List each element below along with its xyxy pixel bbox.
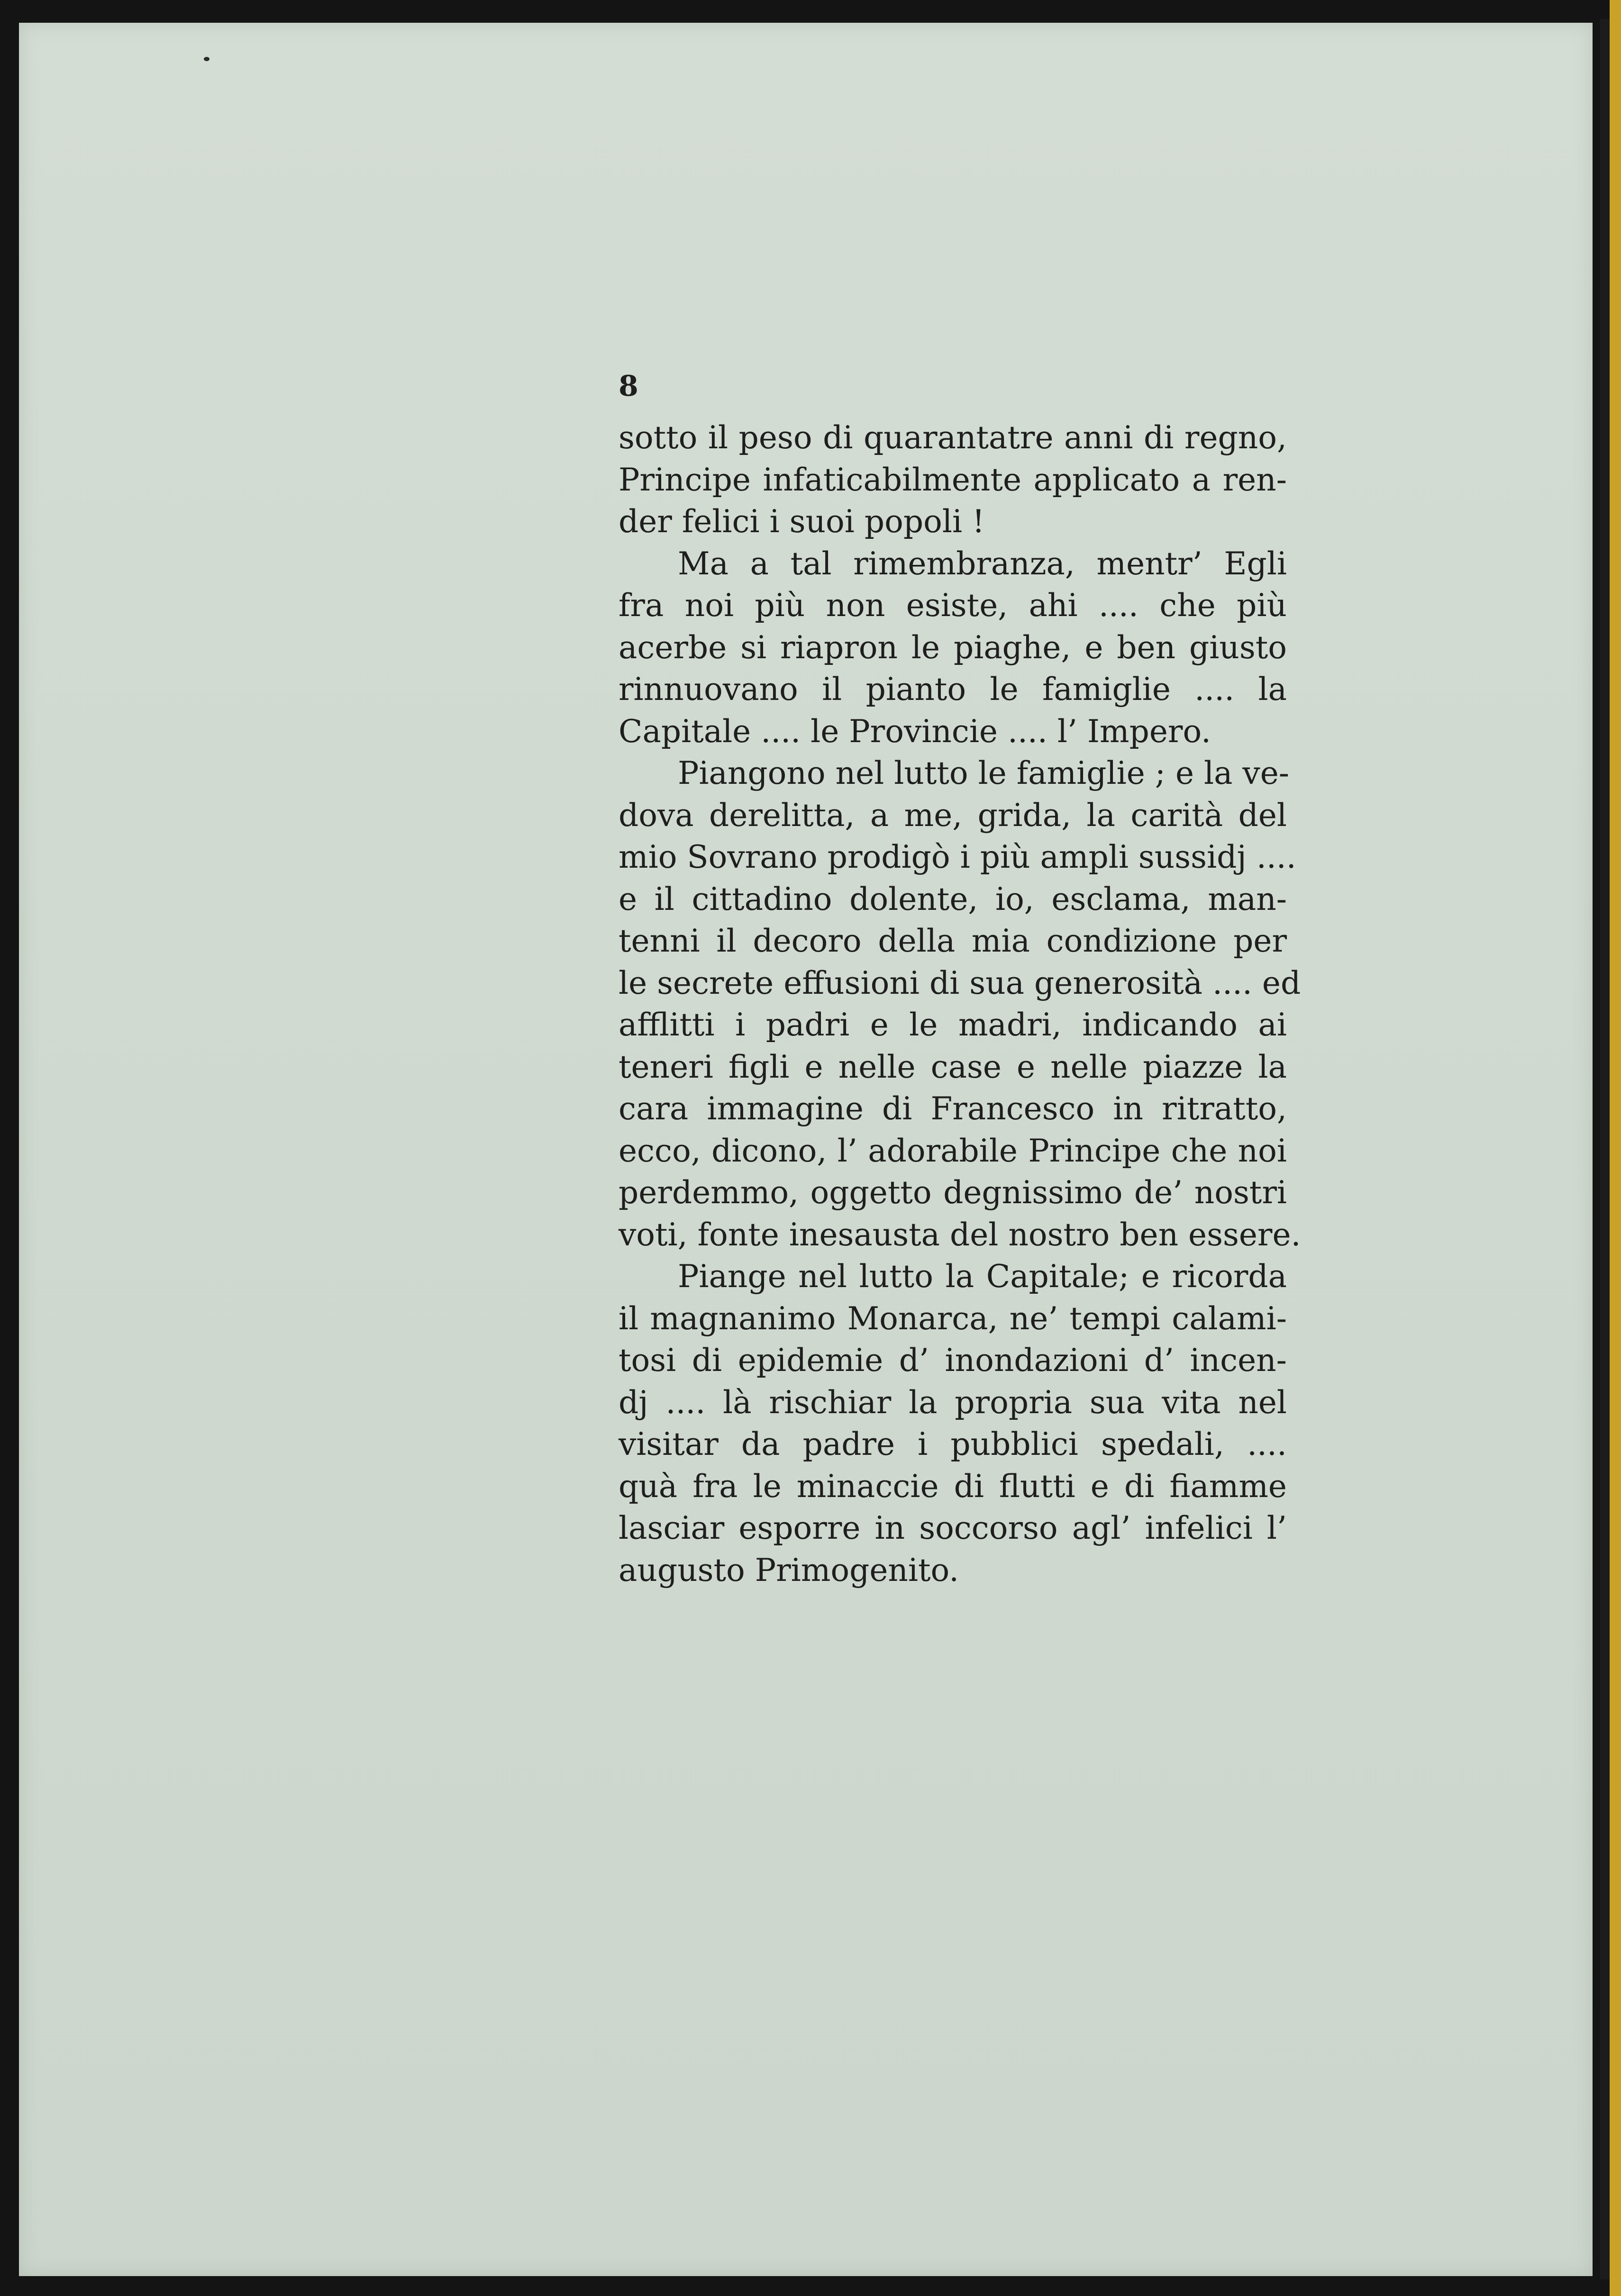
text-line: Piange nel lutto la Capitale; e ricorda (678, 1258, 1287, 1295)
text-line: cara immagine di Francesco in ritratto, (619, 1090, 1287, 1127)
text-line: Principe infaticabilmente applicato a ren- (619, 461, 1287, 498)
text-line: rinnuovano il pianto le famiglie .... la (619, 671, 1287, 708)
text-line: visitar da padre i pubblici spedali, .... (619, 1426, 1287, 1462)
text-line: Ma a tal rimembranza, mentr’ Egli (678, 545, 1287, 582)
text-line: Capitale .... le Provincie .... l’ Impero. (619, 713, 1211, 750)
text-line: dj .... là rischiar la propria sua vita nel (619, 1384, 1287, 1421)
text-line: der felici i suoi popoli ! (619, 503, 985, 540)
ink-speck (204, 57, 209, 61)
text-line: mio Sovrano prodigò i più ampli sussidj .... (619, 839, 1296, 875)
text-line: tosi di epidemie d’ inondazioni d’ incen- (619, 1342, 1287, 1379)
text-line: Piangono nel lutto le famiglie ; e la ve- (678, 755, 1290, 791)
text-line: il magnanimo Monarca, ne’ tempi calami- (619, 1300, 1287, 1337)
text-line: fra noi più non esiste, ahi .... che più (619, 587, 1287, 624)
text-line: le secrete effusioni di sua generosità .... ed (619, 964, 1301, 1001)
text-line: tenni il decoro della mia condizione per (619, 923, 1287, 959)
text-line: afflitti i padri e le madri, indicando ai (619, 1007, 1287, 1043)
page-edge-gilt (1610, 0, 1621, 2296)
page-edge-shadow (1600, 19, 1610, 2279)
text-line: acerbe si riapron le piaghe, e ben giusto (619, 629, 1287, 666)
text-line: e il cittadino dolente, io, esclama, man- (619, 880, 1287, 917)
text-line: quà fra le minaccie di flutti e di fiamme (619, 1468, 1287, 1505)
page-number: 8 (619, 370, 638, 403)
body-text (619, 417, 1301, 1591)
text-line: perdemmo, oggetto degnissimo de’ nostri (619, 1174, 1287, 1211)
text-line: teneri figli e nelle case e nelle piazze la (619, 1048, 1287, 1085)
text-line: ecco, dicono, l’ adorabile Principe che noi (619, 1132, 1287, 1169)
text-line: lasciar esporre in soccorso agl’ infelici l’ (619, 1510, 1287, 1546)
text-line: voti, fonte inesausta del nostro ben essere. (619, 1216, 1301, 1253)
text-line: augusto Primogenito. (619, 1552, 959, 1588)
text-line: dova derelitta, a me, grida, la carità del (619, 797, 1287, 834)
text-line: sotto il peso di quarantatre anni di regno, (619, 419, 1287, 456)
